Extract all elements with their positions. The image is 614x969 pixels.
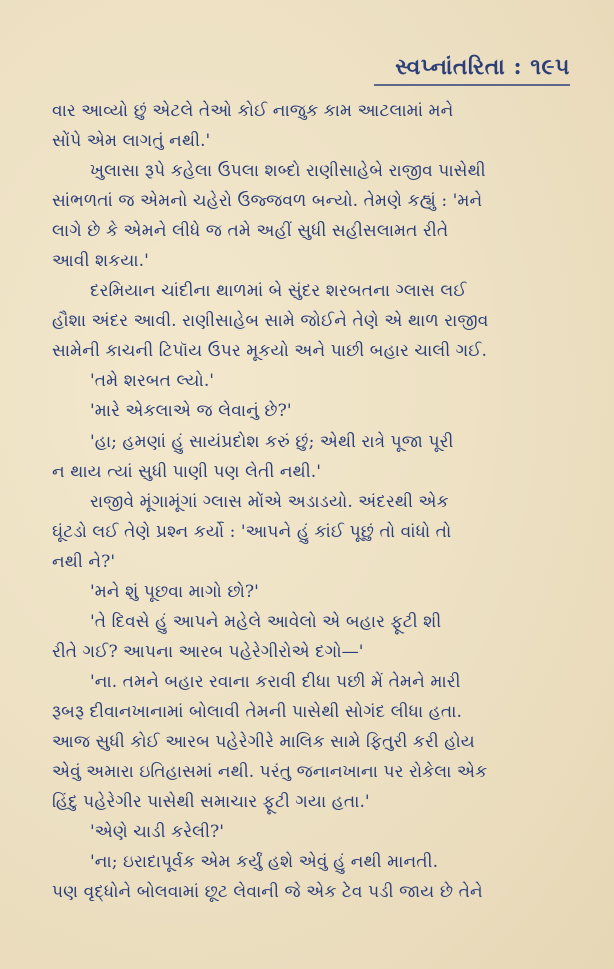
text-line: 'તે દિવસે હું આપને મહેલે આવેલો એ બહાર ફૂટી શી — [90, 611, 442, 632]
text-line: દરમિયાન ચાંદીના થાળમાં બે સુંદર શરબતના ગ્લાસ લઈ — [90, 281, 467, 302]
text-line: રીતે ગઈ? આપના આરબ પહેરેગીરોએ દગો—' — [52, 641, 364, 662]
text-line: આજ સુધી કોઈ આરબ પહેરેગીરે માલિક સામે ફિતુરી કરી હોય — [52, 731, 475, 752]
text-line: સોંપે એમ લાગતું નથી.' — [52, 131, 211, 152]
text-line: હિંદુ પહેરેગીર પાસેથી સમાચાર ફૂટી ગયા હતા.' — [52, 792, 370, 813]
text-line: 'મને શું પૂછવા માગો છો?' — [90, 581, 259, 602]
text-line: આવી શકયા.' — [52, 251, 149, 272]
text-line: 'મારે એકલાએ જ લેવાનું છે?' — [90, 401, 292, 422]
text-line: ઘૂંટડો લઈ તેણે પ્રશ્ન કર્યો : 'આપને હું કાંઈ પૂછું તો વાંધો તો — [52, 521, 452, 542]
header-rule — [374, 84, 570, 86]
text-line: 'એણે ચાડી કરેલી?' — [90, 822, 224, 843]
text-line: 'હા; હમણાં હું સાયંપ્રદોશ કરું છું; એથી રાત્રે પૂજા પૂરી — [90, 431, 454, 452]
text-line: 'ના. તમને બહાર રવાના કરાવી દીધા પછી મેં તેમને મારી — [90, 671, 461, 692]
text-line: પણ વૃદ્ધોને બોલવામાં છૂટ લેવાની જે એક ટેવ પડી જાય છે તેને — [52, 882, 483, 903]
text-line: ખુલાસા રૂપે કહેલા ઉપલા શબ્દો રાણીસાહેબે રાજીવ પાસેથી — [90, 161, 486, 182]
page-number: ૧૯૫ — [530, 54, 570, 80]
text-line: 'ના; ઇરાદાપૂર્વક એમ કર્યું હશે એવું હું નથી માનતી. — [90, 852, 439, 873]
text-line: નથી ને?' — [52, 551, 116, 572]
header-separator: : — [513, 54, 523, 80]
text-line: રૂબરૂ દીવાનખાનામાં બોલાવી તેમની પાસેથી સોગંદ લીધા હતા. — [52, 701, 462, 722]
text-line: ન થાય ત્યાં સુધી પાણી પણ લેતી નથી.' — [52, 461, 321, 482]
running-header — [395, 54, 570, 80]
text-line: સામેની કાચની ટિપૉય ઉપર મૂકયો અને પાછી બહાર ચાલી ગઈ. — [52, 341, 487, 362]
text-line: સાંભળતાં જ એમનો ચહેરો ઉજ્જવળ બન્યો. તેમણે કહ્યું : 'મને — [52, 191, 483, 212]
text-line: લાગે છે કે એમને લીધે જ તમે અહીં સુધી સહીસલામત રીતે — [52, 221, 449, 242]
text-line: વાર આવ્યો છું એટલે તેઓ કોઈ નાજુક કામ આટલામાં મને — [52, 101, 454, 121]
text-line: એવું અમારા ઇતિહાસમાં નથી. પરંતુ જનાનખાના પર રોકેલા એક — [52, 762, 488, 783]
running-title: સ્વપ્નાંતરિતા — [395, 54, 506, 80]
body-text — [52, 96, 570, 907]
text-line: રાજીવે મૂંગામૂંગાં ગ્લાસ મોંએ અડાડયો. અંદરથી એક — [90, 491, 449, 512]
text-line: હૌશા અંદર આવી. રાણીસાહેબ સામે જોઈને તેણે એ થાળ રાજીવ — [52, 311, 489, 332]
text-line: 'તમે શરબત લ્યો.' — [90, 371, 215, 392]
